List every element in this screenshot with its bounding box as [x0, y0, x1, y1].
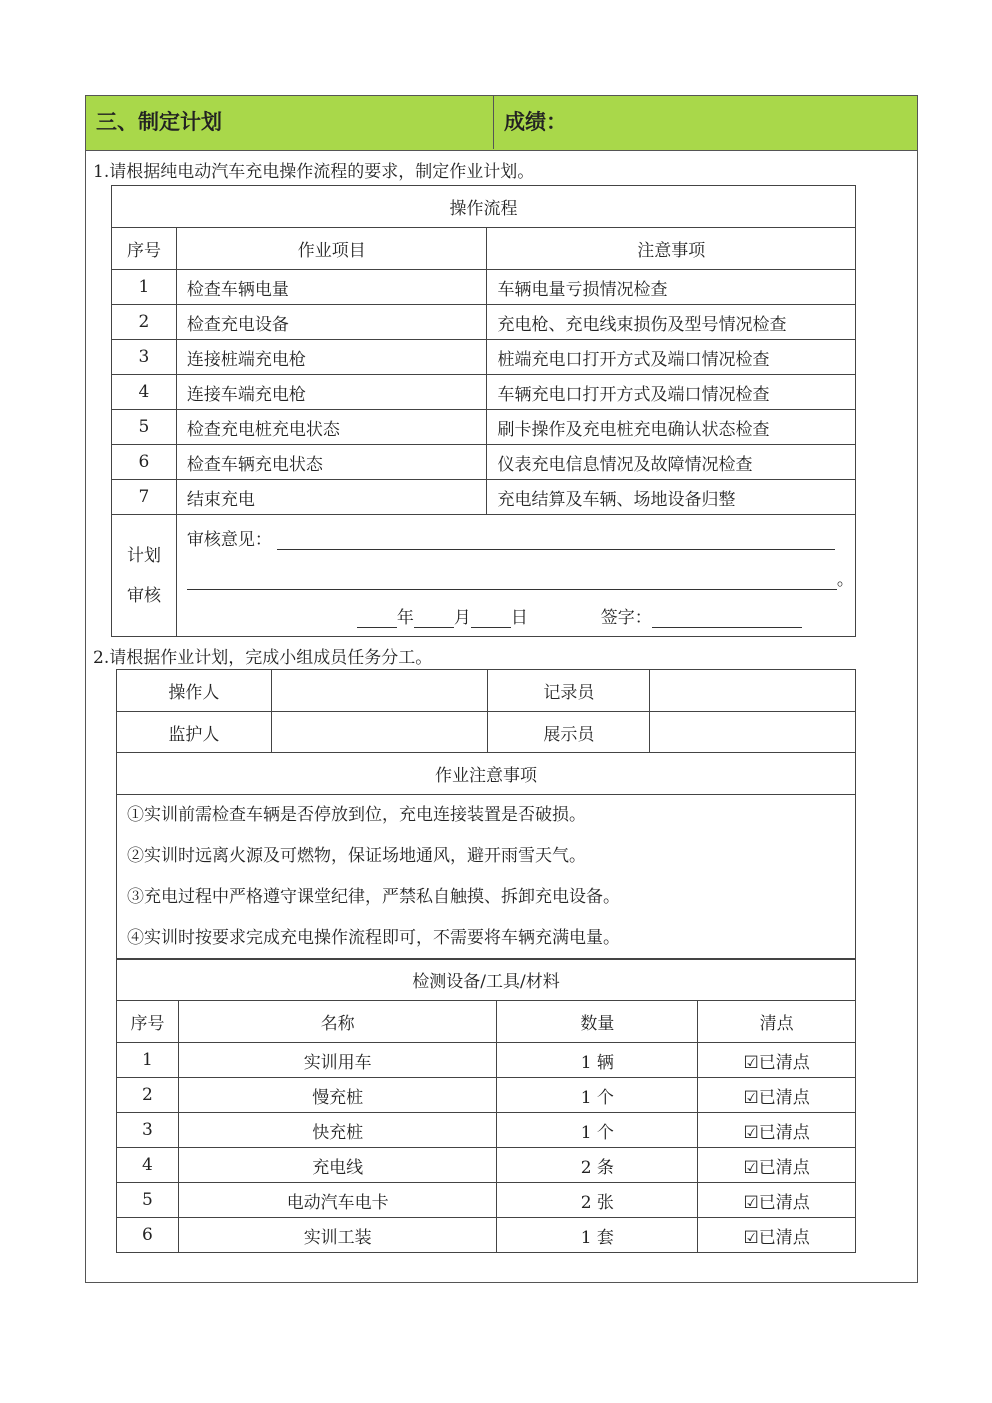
month-label: 月	[453, 608, 471, 628]
role-label-presenter: 展示员	[488, 712, 650, 753]
section-title: 三、制定计划	[86, 96, 494, 149]
row-index: 5	[117, 1183, 179, 1218]
year-blank[interactable]	[357, 609, 397, 628]
review-opinion-line-2[interactable]	[187, 569, 837, 590]
table-row	[112, 305, 856, 340]
year-label: 年	[396, 608, 414, 628]
month-blank[interactable]	[414, 609, 454, 628]
row-index: 3	[112, 340, 177, 375]
plan-review-label-line2: 审核	[126, 585, 161, 606]
note-item: ③充电过程中严格遵守课堂纪律，严禁私自触摸、拆卸充电设备。	[127, 887, 620, 907]
col-header-index: 序号	[112, 228, 177, 270]
col-header-name: 名称	[178, 1001, 497, 1043]
role-guardian-input[interactable]	[271, 712, 488, 753]
plan-review-area	[176, 515, 855, 637]
row-check[interactable]: ☑已清点	[698, 1078, 856, 1113]
role-presenter-input[interactable]	[650, 712, 856, 753]
row-index: 1	[117, 1043, 179, 1078]
review-opinion-label: 审核意见：	[186, 530, 272, 550]
row-check[interactable]: ☑已清点	[698, 1183, 856, 1218]
note-item: ①实训前需检查车辆是否停放到位，充电连接装置是否破损。	[127, 805, 586, 825]
day-blank[interactable]	[471, 609, 511, 628]
equipment-table	[116, 958, 856, 1253]
col-header-index: 序号	[117, 1001, 179, 1043]
row-name: 慢充桩	[178, 1078, 497, 1113]
equipment-title: 检测设备/工具/材料	[117, 959, 856, 1001]
row-name: 实训工装	[178, 1218, 497, 1253]
day-label: 日	[510, 608, 528, 628]
row-index: 6	[117, 1218, 179, 1253]
row-notes: 车辆电量亏损情况检查	[487, 270, 856, 305]
note-item: ④实训时按要求完成充电操作流程即可，不需要将车辆充满电量。	[127, 928, 620, 948]
col-header-item: 作业项目	[176, 228, 487, 270]
operation-flow-table	[111, 185, 856, 637]
row-notes: 桩端充电口打开方式及端口情况检查	[487, 340, 856, 375]
row-index: 4	[112, 375, 177, 410]
row-notes: 仪表充电信息情况及故障情况检查	[487, 445, 856, 480]
col-header-quantity: 数量	[497, 1001, 698, 1043]
row-name: 快充桩	[178, 1113, 497, 1148]
row-item: 检查车辆充电状态	[176, 445, 487, 480]
row-quantity: 2 条	[497, 1148, 698, 1183]
row-check[interactable]: ☑已清点	[698, 1218, 856, 1253]
table-row	[117, 1148, 856, 1183]
col-header-notes: 注意事项	[487, 228, 856, 270]
table-row	[117, 1113, 856, 1148]
row-index: 6	[112, 445, 177, 480]
score-label: 成绩：	[504, 110, 567, 134]
review-period: 。	[836, 570, 854, 590]
row-quantity: 1 个	[497, 1113, 698, 1148]
role-label-operator: 操作人	[117, 670, 272, 712]
table-row	[112, 340, 856, 375]
row-quantity: 2 张	[497, 1183, 698, 1218]
row-name: 实训用车	[178, 1043, 497, 1078]
row-item: 检查车辆电量	[176, 270, 487, 305]
row-quantity: 1 套	[497, 1218, 698, 1253]
table-title: 操作流程	[112, 186, 856, 228]
question-2: 2.请根据作业计划，完成小组成员任务分工。	[93, 648, 433, 668]
sign-line[interactable]	[652, 609, 802, 628]
row-notes: 刷卡操作及充电桩充电确认状态检查	[487, 410, 856, 445]
row-index: 2	[112, 305, 177, 340]
plan-review-label-line1: 计划	[126, 545, 161, 566]
role-label-guardian: 监护人	[117, 712, 272, 753]
row-name: 电动汽车电卡	[178, 1183, 497, 1218]
table-row	[117, 1183, 856, 1218]
row-check[interactable]: ☑已清点	[698, 1043, 856, 1078]
notes-area	[117, 795, 856, 960]
row-quantity: 1 个	[497, 1078, 698, 1113]
sign-label: 签字：	[600, 608, 652, 628]
role-recorder-input[interactable]	[650, 670, 856, 712]
notes-title: 作业注意事项	[117, 753, 856, 795]
row-quantity: 1 辆	[497, 1043, 698, 1078]
question-1: 1.请根据纯电动汽车充电操作流程的要求，制定作业计划。	[93, 162, 535, 182]
row-notes: 充电枪、充电线束损伤及型号情况检查	[487, 305, 856, 340]
role-table	[116, 669, 856, 960]
table-row	[112, 375, 856, 410]
note-item: ②实训时远离火源及可燃物，保证场地通风，避开雨雪天气。	[127, 846, 586, 866]
row-item: 检查充电设备	[176, 305, 487, 340]
row-check[interactable]: ☑已清点	[698, 1148, 856, 1183]
table-row	[117, 1043, 856, 1078]
row-item: 连接桩端充电枪	[176, 340, 487, 375]
table-row	[112, 410, 856, 445]
row-index: 2	[117, 1078, 179, 1113]
col-header-check: 清点	[698, 1001, 856, 1043]
row-notes: 车辆充电口打开方式及端口情况检查	[487, 375, 856, 410]
row-index: 4	[117, 1148, 179, 1183]
table-row	[112, 270, 856, 305]
row-item: 结束充电	[176, 480, 487, 515]
row-notes: 充电结算及车辆、场地设备归整	[487, 480, 856, 515]
table-row	[117, 1218, 856, 1253]
row-index: 3	[117, 1113, 179, 1148]
table-row	[112, 445, 856, 480]
row-check[interactable]: ☑已清点	[698, 1113, 856, 1148]
table-row	[112, 480, 856, 515]
role-operator-input[interactable]	[271, 670, 488, 712]
role-label-recorder: 记录员	[488, 670, 650, 712]
table-row	[117, 1078, 856, 1113]
section-header	[86, 96, 917, 151]
row-item: 检查充电桩充电状态	[176, 410, 487, 445]
row-index: 7	[112, 480, 177, 515]
row-index: 5	[112, 410, 177, 445]
row-item: 连接车端充电枪	[176, 375, 487, 410]
row-index: 1	[112, 270, 177, 305]
plan-review-label	[112, 515, 177, 637]
row-name: 充电线	[178, 1148, 497, 1183]
review-opinion-line[interactable]	[277, 531, 835, 550]
